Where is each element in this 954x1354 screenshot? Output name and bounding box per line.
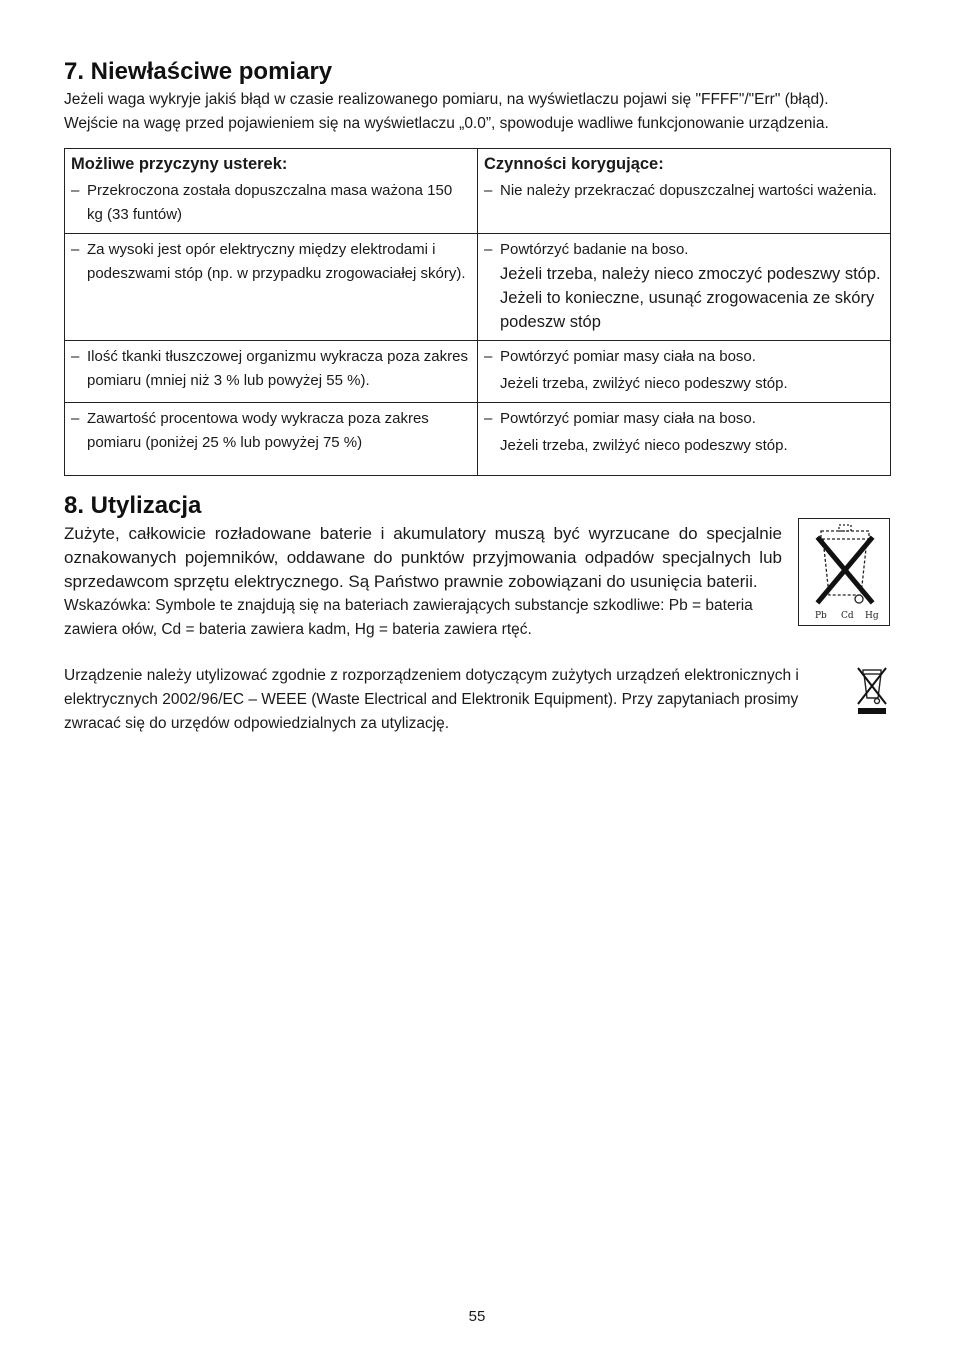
page-content: [64, 56, 890, 736]
action-item: – Powtórzyć pomiar masy ciała na boso.: [484, 348, 756, 365]
weee-text: Urządzenie należy utylizować zgodnie z rozporządzeniem dotyczącym zużytych urządzeń elektronicznych i elektrycznych 2002/96/EC – WEEE (Waste Electrical and Elektronik Equipment). Przy zapytaniach prosimy zwracać się do urzędów odpowiedzialnych za utylizację.: [64, 667, 799, 732]
section-8: [64, 490, 890, 642]
cause-item: – Zawartość procentowa wody wykracza poza zakres pomiaru (poniżej 25 % lub powyżej 75 %): [71, 410, 429, 451]
action-item: – Powtórzyć badanie na boso.: [484, 241, 689, 258]
cause-item: – Ilość tkanki tłuszczowej organizmu wykracza poza zakres pomiaru (mniej niż 3 % lub powyżej 55 %).: [71, 348, 468, 389]
battery-label-pb: Pb: [815, 611, 827, 621]
header-causes: Możliwe przyczyny usterek:: [65, 149, 478, 176]
action-item-detail: Jeżeli trzeba, zwilżyć nieco podeszwy stóp.: [500, 375, 788, 392]
section-8-para-1: Zużyte, całkowicie rozładowane baterie i akumulatory muszą być wyrzucane do specjalnie oznakowanych pojemników, oddawane do punktów przyjmowania odpadów specjalnych lub sprzedawcom sprzętu elektrycznego. Są Państwo prawnie zobowiązani do usunięcia baterii.: [64, 524, 782, 591]
crossed-bin-battery-icon: [798, 518, 890, 626]
section-8-note: Wskazówka: Symbole te znajdują się na bateriach zawierających substancje szkodliwe: Pb = bateria zawiera ołów, Cd = bateria zawiera kadm, Hg = bateria zawiera rtęć.: [64, 597, 753, 638]
action-item-detail: Jeżeli trzeba, należy nieco zmoczyć podeszwy stóp. Jeżeli to konieczne, usunąć zrogowacenia ze skóry podeszw stóp: [500, 265, 881, 331]
action-item: – Powtórzyć pomiar masy ciała na boso.: [484, 410, 756, 427]
section-8-heading: 8. Utylizacja: [64, 492, 202, 519]
section-7-para-2: Wejście na wagę przed pojawieniem się na wyświetlaczu „0.0”, spowoduje wadliwe funkcjonowanie urządzenia.: [64, 115, 829, 132]
troubleshooting-table: [64, 148, 891, 476]
action-item-detail: Jeżeli trzeba, zwilżyć nieco podeszwy stóp.: [500, 437, 788, 454]
battery-label-hg: Hg: [865, 611, 879, 621]
battery-label-cd: Cd: [841, 611, 854, 621]
header-actions: Czynności korygujące:: [478, 149, 891, 176]
table-row: [65, 403, 891, 476]
section-7-heading: 7. Niewłaściwe pomiary: [64, 58, 333, 85]
table-row: [65, 234, 891, 341]
cause-item: – Przekroczona została dopuszczalna masa ważona 150 kg (33 funtów): [71, 182, 453, 223]
weee-crossed-bin-icon: [854, 664, 890, 716]
section-7-para-1: Jeżeli waga wykryje jakiś błąd w czasie realizowanego pomiaru, na wyświetlaczu pojawi się "FFFF"/"Err" (błąd).: [64, 91, 829, 108]
table-row: [65, 341, 891, 403]
table-row: [65, 175, 891, 234]
weee-block: [64, 664, 890, 736]
cause-item: – Za wysoki jest opór elektryczny między elektrodami i podeszwami stóp (np. w przypadku zrogowaciałej skóry).: [71, 241, 466, 282]
action-item: – Nie należy przekraczać dopuszczalnej wartości ważenia.: [484, 182, 877, 199]
page-number: 55: [468, 1308, 486, 1325]
